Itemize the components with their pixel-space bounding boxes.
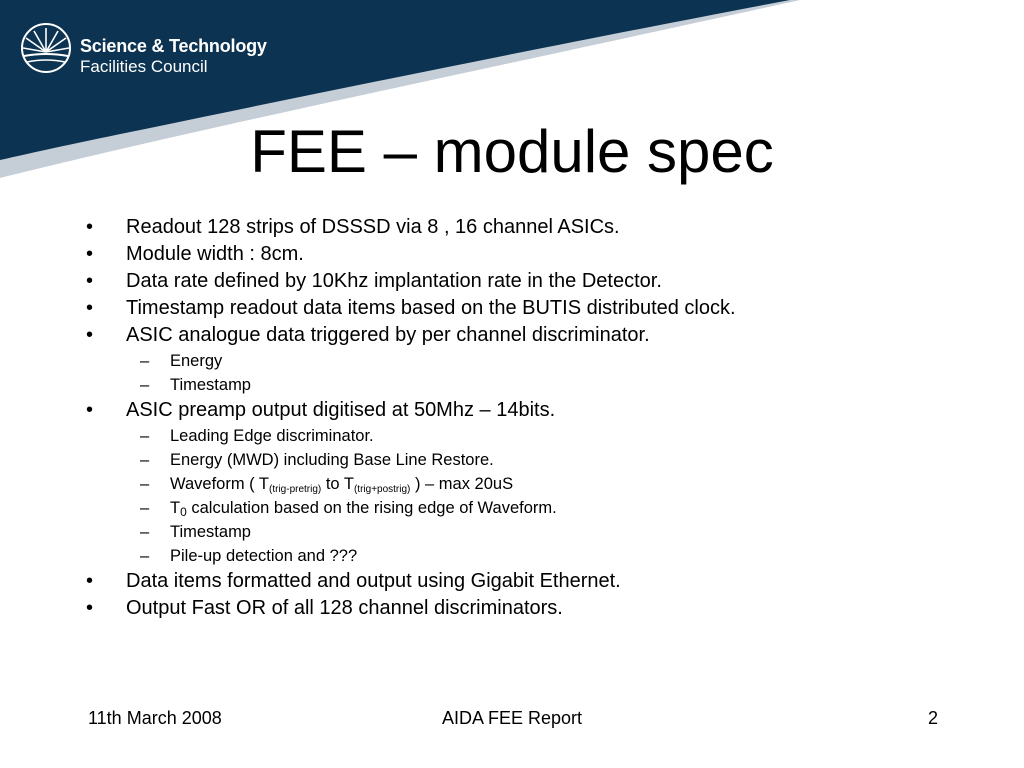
footer-title: AIDA FEE Report	[441, 708, 583, 728]
sub-bullet-text: Pile-up detection and ???	[170, 547, 358, 565]
bullet-text: Timestamp readout data items based on the BUTIS distributed clock.	[126, 297, 736, 319]
sub-bullet-text	[170, 499, 557, 517]
sub-bullet-text: Energy (MWD) including Base Line Restore.	[170, 451, 494, 469]
bullet-text: ASIC preamp output digitised at 50Mhz – 14bits.	[126, 399, 556, 421]
bullet-text: Readout 128 strips of DSSSD via 8 , 16 channel ASICs.	[126, 216, 620, 238]
sun-burst-icon	[20, 22, 72, 74]
bullet-item	[86, 241, 966, 268]
waveform-text-part1: Waveform ( T	[170, 475, 270, 493]
sub-bullet-item	[86, 349, 966, 373]
dash-mark: –	[140, 499, 150, 517]
waveform-subscript-1: (trig-pretrig)	[269, 484, 322, 495]
bullet-item	[86, 322, 966, 349]
bullet-list	[86, 214, 966, 622]
bullet-item	[86, 397, 966, 424]
bullet-item	[86, 214, 966, 241]
waveform-text-part3: ) – max 20uS	[410, 475, 514, 493]
dash-mark: –	[140, 451, 150, 469]
sub-bullet-text: Timestamp	[170, 376, 251, 394]
bullet-mark: •	[86, 597, 94, 619]
dash-mark: –	[140, 352, 150, 370]
bullet-item	[86, 595, 966, 622]
bullet-mark: •	[86, 243, 94, 265]
t0-text-part2: calculation based on the rising edge of Waveform.	[186, 499, 557, 517]
sub-bullet-text: Leading Edge discriminator.	[170, 427, 374, 445]
dash-mark: –	[140, 523, 150, 541]
bullet-mark: •	[86, 297, 94, 319]
slide-number: 2	[927, 708, 938, 728]
bullet-mark: •	[86, 270, 94, 292]
bullet-item	[86, 295, 966, 322]
stfc-logo	[20, 20, 267, 80]
logo-text-line2: Facilities Council	[80, 57, 208, 76]
bullet-text: Data items formatted and output using Gigabit Ethernet.	[126, 570, 621, 592]
sub-bullet-text: Energy	[170, 352, 223, 370]
sub-bullet-text	[170, 475, 513, 493]
sub-bullet-item	[86, 544, 966, 568]
logo-text-line1: Science & Technology	[80, 36, 267, 56]
bullet-item	[86, 268, 966, 295]
bullet-mark: •	[86, 324, 94, 346]
bullet-mark: •	[86, 570, 94, 592]
sub-bullet-item	[86, 520, 966, 544]
sub-bullet-item	[86, 373, 966, 397]
bullet-mark: •	[86, 216, 94, 238]
bullet-mark: •	[86, 399, 94, 421]
t0-text-part1: T	[170, 499, 181, 517]
waveform-subscript-2: (trig+postrig)	[353, 484, 411, 495]
bullet-text: Module width : 8cm.	[126, 243, 304, 265]
bullet-item	[86, 568, 966, 595]
slide-footer	[0, 706, 1024, 730]
dash-mark: –	[140, 547, 150, 565]
slide-title: FEE – module spec	[250, 118, 774, 185]
bullet-text: Output Fast OR of all 128 channel discriminators.	[126, 597, 563, 619]
sub-bullet-item	[86, 472, 966, 496]
sub-bullet-item	[86, 424, 966, 448]
sub-bullet-item	[86, 448, 966, 472]
t0-subscript: 0	[180, 505, 187, 519]
dash-mark: –	[140, 376, 150, 394]
sub-bullet-item	[86, 496, 966, 520]
sub-bullet-text: Timestamp	[170, 523, 251, 541]
dash-mark: –	[140, 475, 150, 493]
footer-date: 11th March 2008	[88, 708, 222, 728]
waveform-text-part2: to T	[321, 475, 354, 493]
bullet-text: Data rate defined by 10Khz implantation rate in the Detector.	[126, 270, 662, 292]
bullet-text: ASIC analogue data triggered by per channel discriminator.	[126, 324, 650, 346]
dash-mark: –	[140, 427, 150, 445]
